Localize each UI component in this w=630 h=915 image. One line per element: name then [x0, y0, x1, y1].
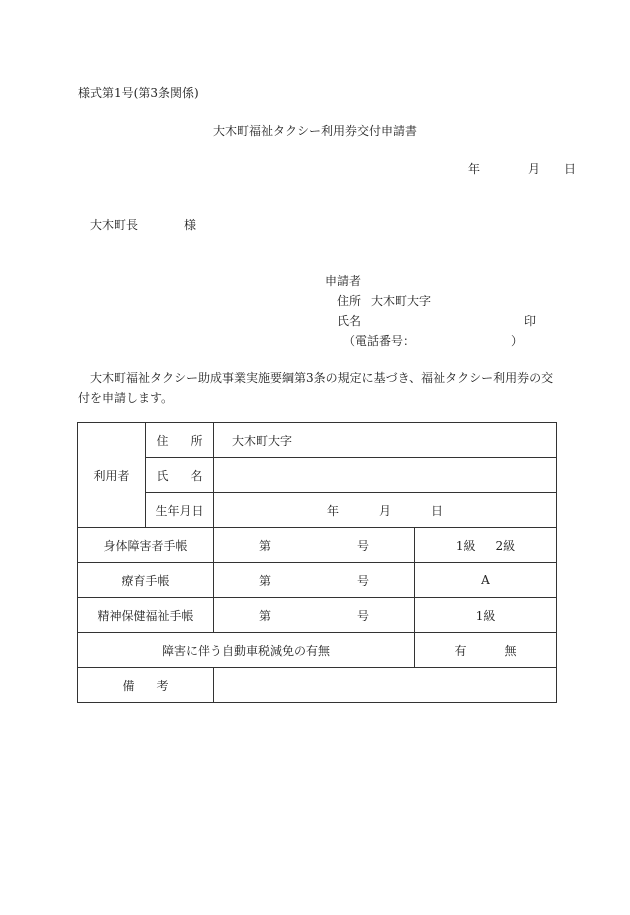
mental-grade-cell[interactable] — [415, 598, 557, 633]
mental-label: 精神保健福祉手帳 — [97, 608, 194, 623]
remarks-value-cell[interactable] — [214, 668, 557, 703]
tax-yes: 有 — [454, 643, 467, 658]
phone-close: ） — [511, 334, 524, 348]
applicant-block — [325, 274, 536, 354]
birth-label: 生年月日 — [155, 503, 204, 518]
name-value-cell[interactable] — [214, 458, 557, 493]
tax-no: 無 — [504, 643, 517, 658]
mental-dai: 第 — [258, 608, 271, 623]
addressee-name: 大木町長 — [90, 218, 139, 232]
addressee — [90, 218, 196, 232]
tax-choice-cell[interactable] — [415, 633, 557, 668]
applicant-address-row — [325, 294, 536, 314]
ryoiku-grade-cell[interactable] — [415, 563, 557, 598]
physical-grade-cell[interactable] — [415, 528, 557, 563]
seal-mark: 印 — [524, 314, 537, 328]
name-label-2: 名 — [190, 468, 203, 483]
applicant-name-label: 氏名 — [337, 314, 362, 328]
body-text: 大木町福祉タクシー助成事業実施要綱第3条の規定に基づき、福祉タクシー利用券の交付を申請します。 — [78, 371, 554, 405]
form-number: 様式第1号(第3条関係) — [78, 86, 199, 100]
ryoiku-number-cell[interactable] — [214, 563, 415, 598]
address-value-cell[interactable] — [214, 423, 557, 458]
user-label-cell — [78, 423, 146, 528]
mental-number-cell[interactable] — [214, 598, 415, 633]
date-line — [468, 162, 576, 176]
address-label-2: 所 — [190, 433, 203, 448]
physical-label-cell — [78, 528, 214, 563]
ryoiku-dai: 第 — [258, 573, 271, 588]
ryoiku-label: 療育手帳 — [121, 573, 170, 588]
mental-label-cell — [78, 598, 214, 633]
name-label-1: 氏 — [156, 468, 169, 483]
mental-go: 号 — [357, 608, 370, 623]
phone-label: （電話番号： — [343, 334, 416, 348]
remarks-label-1: 備 — [122, 678, 135, 693]
user-label: 利用者 — [93, 468, 130, 483]
birth-value-cell[interactable] — [214, 493, 557, 528]
physical-label: 身体障害者手帳 — [103, 538, 188, 553]
physical-grade-1: 1級 — [455, 538, 476, 553]
tax-label: 障害に伴う自動車税減免の有無 — [161, 643, 330, 658]
physical-grade-2: 2級 — [495, 538, 516, 553]
remarks-label-2: 考 — [156, 678, 169, 693]
address-label-1: 住 — [156, 433, 169, 448]
applicant-address-value: 大木町大字 — [371, 294, 432, 308]
date-month: 月 — [528, 162, 541, 176]
tax-label-cell — [78, 633, 415, 668]
ryoiku-grade: A — [481, 573, 490, 587]
date-year: 年 — [468, 162, 481, 176]
address-value: 大木町大字 — [232, 433, 293, 448]
birth-year: 年 — [326, 503, 339, 518]
physical-dai: 第 — [258, 538, 271, 553]
address-label-cell — [146, 423, 214, 458]
ryoiku-label-cell — [78, 563, 214, 598]
ryoiku-go: 号 — [357, 573, 370, 588]
physical-go: 号 — [357, 538, 370, 553]
application-table — [77, 422, 557, 703]
birth-month: 月 — [379, 503, 392, 518]
applicant-phone-row — [325, 334, 536, 354]
birth-day: 日 — [431, 503, 444, 518]
birth-label-cell — [146, 493, 214, 528]
addressee-honorific: 様 — [184, 218, 197, 232]
applicant-heading: 申請者 — [325, 274, 362, 288]
applicant-name-row — [325, 314, 536, 334]
applicant-address-label: 住所 — [337, 294, 362, 308]
mental-grade: 1級 — [475, 608, 496, 623]
physical-number-cell[interactable] — [214, 528, 415, 563]
name-label-cell — [146, 458, 214, 493]
date-day: 日 — [564, 162, 577, 176]
document-title: 大木町福祉タクシー利用券交付申請書 — [212, 124, 417, 138]
remarks-label-cell — [78, 668, 214, 703]
